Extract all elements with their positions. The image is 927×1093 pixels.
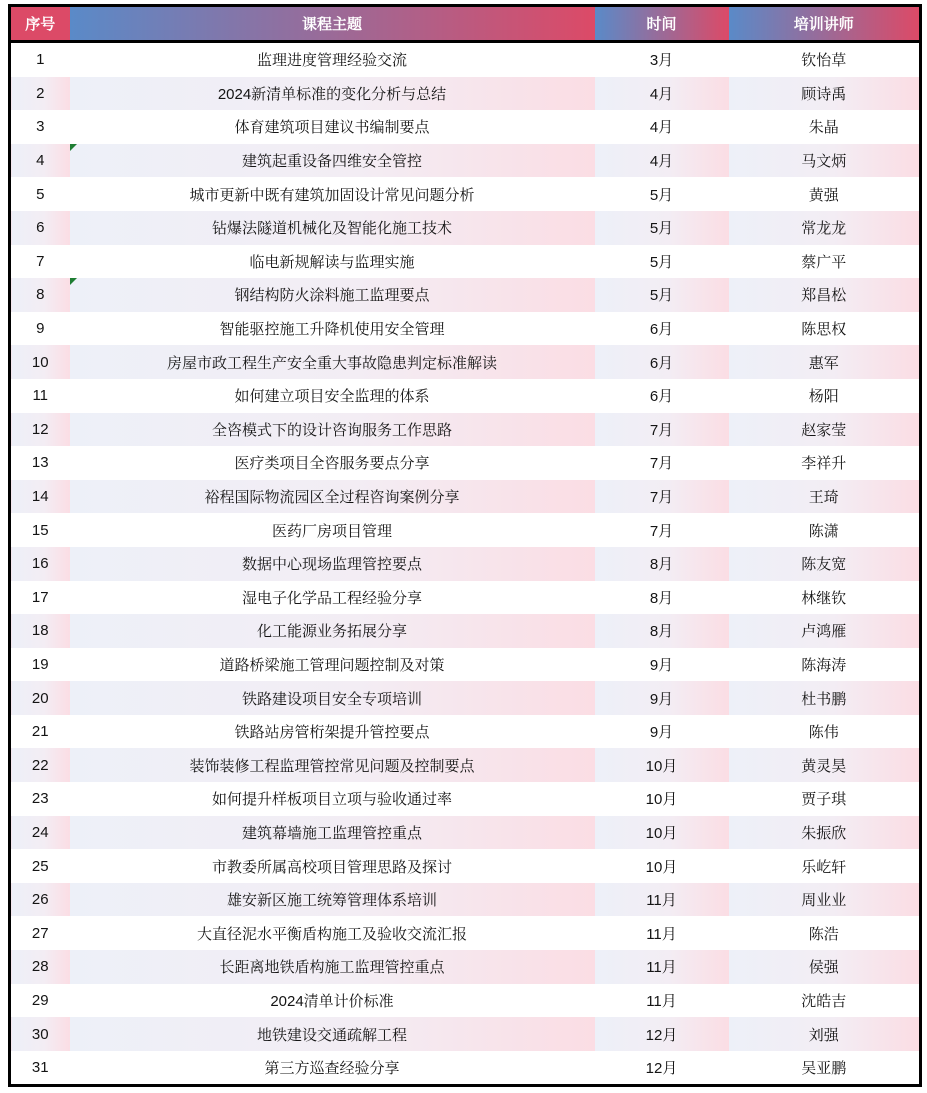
comment-indicator-icon: [70, 278, 77, 285]
cell-topic[interactable]: 医疗类项目全咨服务要点分享: [70, 446, 595, 480]
cell-topic[interactable]: 建筑幕墙施工监理管控重点: [70, 816, 595, 850]
table-header: [10, 6, 921, 42]
cell-topic[interactable]: 湿电子化学品工程经验分享: [70, 581, 595, 615]
table-row: [10, 715, 921, 749]
cell-topic[interactable]: 2024清单计价标准: [70, 984, 595, 1018]
cell-instructor[interactable]: 陈浩: [729, 916, 921, 950]
cell-month[interactable]: 8月: [595, 614, 729, 648]
table-row: [10, 345, 921, 379]
table-row: [10, 547, 921, 581]
cell-instructor[interactable]: 蔡广平: [729, 245, 921, 279]
cell-topic[interactable]: 钻爆法隧道机械化及智能化施工技术: [70, 211, 595, 245]
table-row: [10, 42, 921, 77]
cell-index[interactable]: 30: [10, 1017, 70, 1051]
table-row: [10, 312, 921, 346]
table-row: [10, 681, 921, 715]
table-row: [10, 748, 921, 782]
cell-topic[interactable]: 全咨模式下的设计咨询服务工作思路: [70, 413, 595, 447]
cell-month[interactable]: 3月: [595, 42, 729, 77]
cell-topic[interactable]: 如何提升样板项目立项与验收通过率: [70, 782, 595, 816]
cell-topic[interactable]: 铁路站房管桁架提升管控要点: [70, 715, 595, 749]
cell-instructor[interactable]: 刘强: [729, 1017, 921, 1051]
cell-index[interactable]: 24: [10, 816, 70, 850]
cell-index[interactable]: 17: [10, 581, 70, 615]
cell-topic[interactable]: 房屋市政工程生产安全重大事故隐患判定标准解读: [70, 345, 595, 379]
cell-topic[interactable]: 道路桥梁施工管理问题控制及对策: [70, 648, 595, 682]
table-row: [10, 614, 921, 648]
cell-instructor[interactable]: 惠军: [729, 345, 921, 379]
cell-instructor[interactable]: 杨阳: [729, 379, 921, 413]
cell-instructor[interactable]: 李祥升: [729, 446, 921, 480]
cell-index[interactable]: 23: [10, 782, 70, 816]
table-row: [10, 513, 921, 547]
cell-month[interactable]: 7月: [595, 480, 729, 514]
table-row: [10, 245, 921, 279]
cell-index[interactable]: 5: [10, 177, 70, 211]
cell-instructor[interactable]: 黄强: [729, 177, 921, 211]
cell-topic[interactable]: 第三方巡查经验分享: [70, 1051, 595, 1086]
table-row: [10, 379, 921, 413]
cell-topic[interactable]: 化工能源业务拓展分享: [70, 614, 595, 648]
cell-month[interactable]: 6月: [595, 379, 729, 413]
cell-instructor[interactable]: 杜书鹏: [729, 681, 921, 715]
table-row: [10, 77, 921, 111]
cell-month[interactable]: 12月: [595, 1051, 729, 1086]
cell-instructor[interactable]: 顾诗禹: [729, 77, 921, 111]
cell-index[interactable]: 19: [10, 648, 70, 682]
cell-index[interactable]: 8: [10, 278, 70, 312]
table-row: [10, 413, 921, 447]
training-table: [8, 4, 922, 1087]
cell-instructor[interactable]: 朱晶: [729, 110, 921, 144]
table-row: [10, 278, 921, 312]
cell-month[interactable]: 10月: [595, 782, 729, 816]
cell-topic[interactable]: 市教委所属高校项目管理思路及探讨: [70, 849, 595, 883]
cell-month[interactable]: 10月: [595, 849, 729, 883]
cell-instructor[interactable]: 陈潇: [729, 513, 921, 547]
table-row: [10, 1051, 921, 1086]
table-row: [10, 446, 921, 480]
cell-instructor[interactable]: 沈皓吉: [729, 984, 921, 1018]
table-row: [10, 1017, 921, 1051]
cell-instructor[interactable]: 陈思权: [729, 312, 921, 346]
cell-topic[interactable]: 裕程国际物流园区全过程咨询案例分享: [70, 480, 595, 514]
cell-index[interactable]: 9: [10, 312, 70, 346]
cell-instructor[interactable]: 马文炳: [729, 144, 921, 178]
cell-month[interactable]: 8月: [595, 581, 729, 615]
cell-topic[interactable]: 医药厂房项目管理: [70, 513, 595, 547]
cell-topic[interactable]: 地铁建设交通疏解工程: [70, 1017, 595, 1051]
training-schedule-table: [8, 4, 922, 1087]
cell-month[interactable]: 5月: [595, 211, 729, 245]
cell-instructor[interactable]: 常龙龙: [729, 211, 921, 245]
cell-instructor[interactable]: 钦怡草: [729, 42, 921, 77]
cell-index[interactable]: 21: [10, 715, 70, 749]
cell-instructor[interactable]: 周业业: [729, 883, 921, 917]
cell-index[interactable]: 12: [10, 413, 70, 447]
cell-instructor[interactable]: 朱振欣: [729, 816, 921, 850]
cell-index[interactable]: 2: [10, 77, 70, 111]
table-row: [10, 883, 921, 917]
table-row: [10, 916, 921, 950]
header-cell-instructor[interactable]: 培训讲师: [729, 6, 921, 42]
header-cell-index[interactable]: 序号: [10, 6, 70, 42]
table-row: [10, 581, 921, 615]
cell-instructor[interactable]: 陈伟: [729, 715, 921, 749]
header-cell-month[interactable]: 时间: [595, 6, 729, 42]
cell-index[interactable]: 13: [10, 446, 70, 480]
table-row: [10, 177, 921, 211]
cell-topic[interactable]: 智能驱控施工升降机使用安全管理: [70, 312, 595, 346]
cell-index[interactable]: 11: [10, 379, 70, 413]
cell-month[interactable]: 12月: [595, 1017, 729, 1051]
cell-instructor[interactable]: 吴亚鹏: [729, 1051, 921, 1086]
table-row: [10, 480, 921, 514]
cell-month[interactable]: 11月: [595, 883, 729, 917]
header-row: [10, 6, 921, 42]
cell-instructor[interactable]: 卢鸿雁: [729, 614, 921, 648]
header-cell-topic[interactable]: 课程主题: [70, 6, 595, 42]
cell-month[interactable]: 5月: [595, 245, 729, 279]
cell-topic[interactable]: 城市更新中既有建筑加固设计常见问题分析: [70, 177, 595, 211]
comment-indicator-icon: [70, 144, 77, 151]
cell-topic[interactable]: 长距离地铁盾构施工监理管控重点: [70, 950, 595, 984]
cell-index[interactable]: 27: [10, 916, 70, 950]
table-row: [10, 849, 921, 883]
cell-instructor[interactable]: 王琦: [729, 480, 921, 514]
cell-instructor[interactable]: 赵家莹: [729, 413, 921, 447]
cell-month[interactable]: 4月: [595, 110, 729, 144]
cell-topic[interactable]: 体育建筑项目建议书编制要点: [70, 110, 595, 144]
cell-month[interactable]: 7月: [595, 413, 729, 447]
cell-index[interactable]: 25: [10, 849, 70, 883]
cell-month[interactable]: 11月: [595, 984, 729, 1018]
cell-index[interactable]: 22: [10, 748, 70, 782]
cell-month[interactable]: 9月: [595, 681, 729, 715]
cell-month[interactable]: 4月: [595, 144, 729, 178]
cell-month[interactable]: 10月: [595, 748, 729, 782]
cell-month[interactable]: 8月: [595, 547, 729, 581]
cell-month[interactable]: 6月: [595, 312, 729, 346]
cell-topic[interactable]: 监理进度管理经验交流: [70, 42, 595, 77]
cell-index[interactable]: 26: [10, 883, 70, 917]
cell-instructor[interactable]: 林继钦: [729, 581, 921, 615]
cell-index[interactable]: 28: [10, 950, 70, 984]
table-row: [10, 211, 921, 245]
table-row: [10, 782, 921, 816]
cell-topic[interactable]: 铁路建设项目安全专项培训: [70, 681, 595, 715]
cell-instructor[interactable]: 贾子琪: [729, 782, 921, 816]
cell-month[interactable]: 7月: [595, 446, 729, 480]
cell-topic[interactable]: 临电新规解读与监理实施: [70, 245, 595, 279]
cell-month[interactable]: 5月: [595, 278, 729, 312]
cell-month[interactable]: 6月: [595, 345, 729, 379]
cell-index[interactable]: 4: [10, 144, 70, 178]
cell-month[interactable]: 9月: [595, 648, 729, 682]
cell-instructor[interactable]: 黄灵昊: [729, 748, 921, 782]
cell-topic[interactable]: 装饰装修工程监理管控常见问题及控制要点: [70, 748, 595, 782]
cell-topic[interactable]: 钢结构防火涂料施工监理要点: [70, 278, 595, 312]
cell-topic[interactable]: 大直径泥水平衡盾构施工及验收交流汇报: [70, 916, 595, 950]
cell-index[interactable]: 3: [10, 110, 70, 144]
table-row: [10, 110, 921, 144]
cell-instructor[interactable]: 侯强: [729, 950, 921, 984]
table-row: [10, 816, 921, 850]
cell-index[interactable]: 6: [10, 211, 70, 245]
cell-index[interactable]: 14: [10, 480, 70, 514]
cell-index[interactable]: 7: [10, 245, 70, 279]
cell-month[interactable]: 4月: [595, 77, 729, 111]
table-row: [10, 144, 921, 178]
cell-instructor[interactable]: 郑昌松: [729, 278, 921, 312]
cell-instructor[interactable]: 乐屹轩: [729, 849, 921, 883]
cell-month[interactable]: 11月: [595, 950, 729, 984]
cell-instructor[interactable]: 陈海涛: [729, 648, 921, 682]
cell-index[interactable]: 10: [10, 345, 70, 379]
table-body: [10, 42, 921, 1086]
table-row: [10, 984, 921, 1018]
table-row: [10, 648, 921, 682]
cell-topic[interactable]: 数据中心现场监理管控要点: [70, 547, 595, 581]
cell-month[interactable]: 11月: [595, 916, 729, 950]
cell-index[interactable]: 29: [10, 984, 70, 1018]
cell-month[interactable]: 10月: [595, 816, 729, 850]
cell-index[interactable]: 18: [10, 614, 70, 648]
cell-month[interactable]: 7月: [595, 513, 729, 547]
cell-topic[interactable]: 如何建立项目安全监理的体系: [70, 379, 595, 413]
cell-topic[interactable]: 建筑起重设备四维安全管控: [70, 144, 595, 178]
cell-month[interactable]: 5月: [595, 177, 729, 211]
cell-topic[interactable]: 雄安新区施工统筹管理体系培训: [70, 883, 595, 917]
cell-index[interactable]: 1: [10, 42, 70, 77]
cell-instructor[interactable]: 陈友宽: [729, 547, 921, 581]
cell-index[interactable]: 15: [10, 513, 70, 547]
cell-month[interactable]: 9月: [595, 715, 729, 749]
cell-index[interactable]: 16: [10, 547, 70, 581]
cell-index[interactable]: 31: [10, 1051, 70, 1086]
cell-topic[interactable]: 2024新清单标准的变化分析与总结: [70, 77, 595, 111]
table-row: [10, 950, 921, 984]
cell-index[interactable]: 20: [10, 681, 70, 715]
